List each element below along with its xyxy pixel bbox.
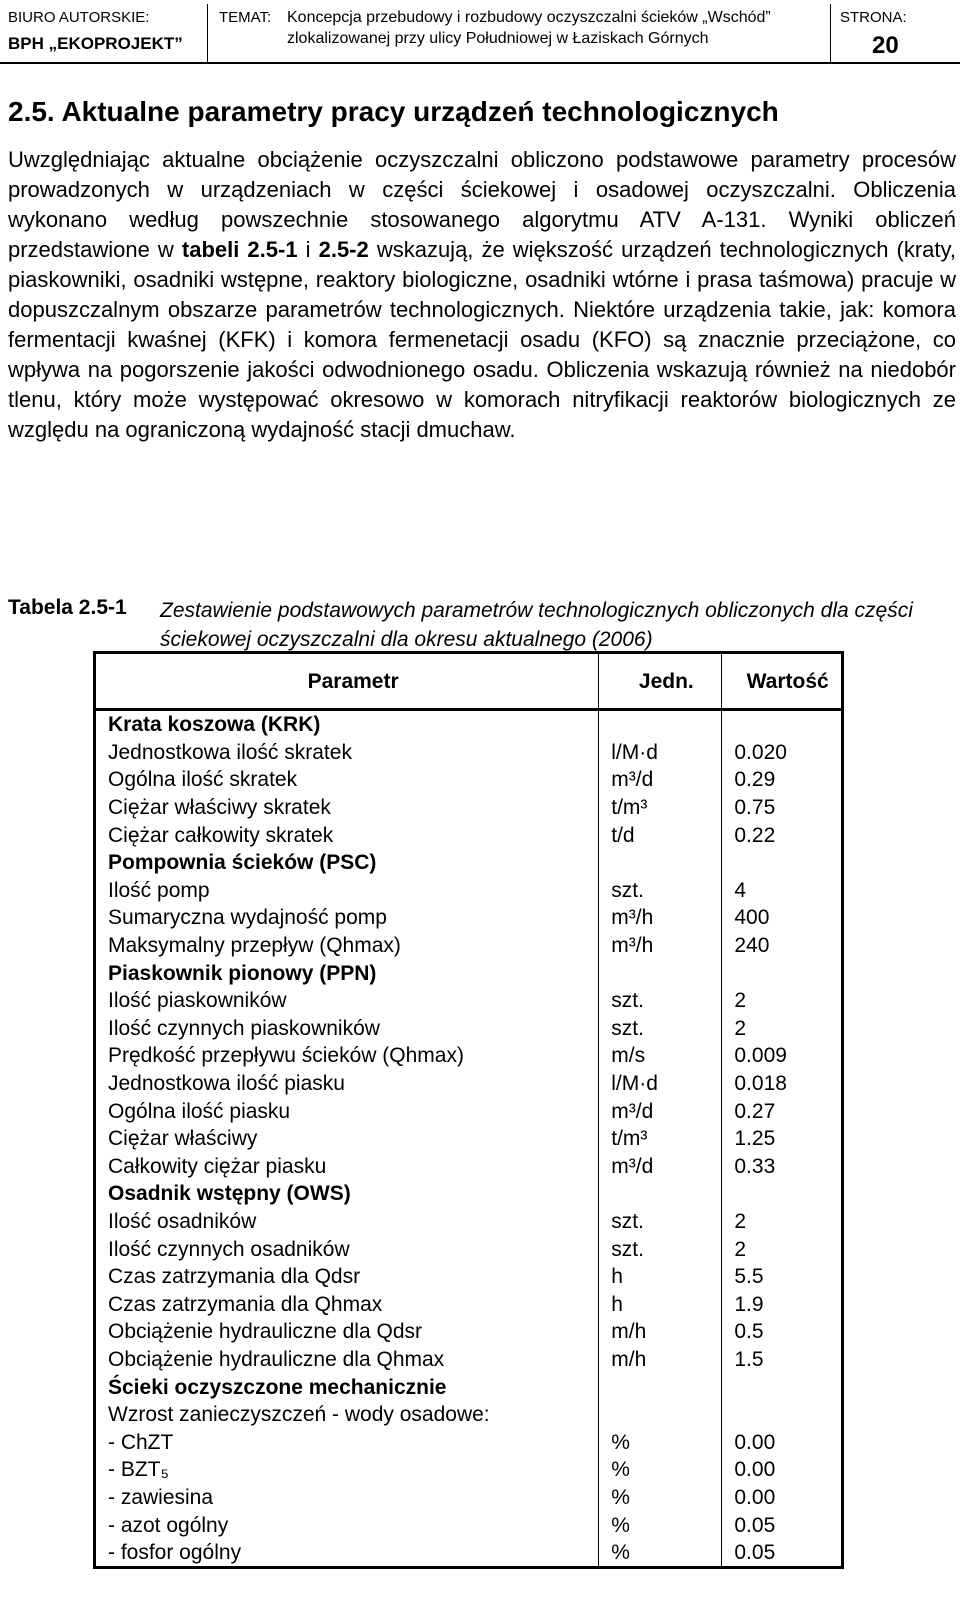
value-cell: 2	[722, 1015, 843, 1043]
unit-cell: szt.	[599, 877, 722, 905]
empty-cell	[722, 710, 843, 739]
value-cell: 0.05	[722, 1539, 843, 1568]
group-title: Krata koszowa (KRK)	[108, 713, 321, 737]
table-row	[95, 1428, 843, 1456]
value-cell: 0.05	[722, 1511, 843, 1539]
empty-cell	[599, 849, 722, 877]
header-divider	[830, 4, 831, 62]
empty-cell	[722, 1180, 843, 1208]
param-cell: Obciążenie hydrauliczne dla Qdsr	[108, 1320, 422, 1344]
header-divider	[207, 4, 208, 62]
value-cell: 5.5	[722, 1263, 843, 1291]
value-cell: 0.00	[722, 1456, 843, 1484]
unit-cell: l/M·d	[599, 739, 722, 767]
unit-cell: h	[599, 1290, 722, 1318]
unit-cell: %	[599, 1456, 722, 1484]
page-number: 20	[872, 32, 899, 59]
paragraph-text: Uwzględniając aktualne obciążenie oczyszczalni obliczono podstawowe parametry procesów prowadzonych w urządzeniach w części ściekowej i osadowej oczyszczalni. Obliczenia wykonano według powszechnie stosowanego algorytmu ATV A-131. Wyniki obliczeń przedstawione w	[8, 147, 956, 262]
table-group-row	[95, 1180, 843, 1208]
column-header-jedn: Jedn.	[599, 653, 722, 710]
unit-cell: t/m³	[599, 794, 722, 822]
unit-cell: szt.	[599, 1208, 722, 1236]
group-title: Ścieki oczyszczone mechanicznie	[108, 1375, 447, 1399]
value-cell: 400	[722, 904, 843, 932]
param-cell: Wzrost zanieczyszczeń - wody osadowe:	[108, 1403, 490, 1427]
param-cell: - azot ogólny	[108, 1513, 229, 1537]
param-cell: Ciężar właściwy	[108, 1127, 258, 1151]
unit-cell: m/s	[599, 1042, 722, 1070]
unit-cell: %	[599, 1539, 722, 1568]
table-row	[95, 794, 843, 822]
unit-cell: szt.	[599, 987, 722, 1015]
parameters-table	[93, 651, 844, 1569]
table-reference: 2.5-2	[318, 237, 369, 262]
table-row	[95, 1539, 843, 1568]
section-title: 2.5. Aktualne parametry pracy urządzeń technologicznych	[8, 96, 779, 127]
group-title: Osadnik wstępny (OWS)	[108, 1182, 351, 1206]
value-cell: 0.018	[722, 1070, 843, 1098]
table-header-row	[95, 653, 843, 710]
empty-cell	[599, 710, 722, 739]
value-cell: 1.5	[722, 1346, 843, 1374]
value-cell: 0.33	[722, 1153, 843, 1181]
unit-cell	[599, 1401, 722, 1429]
table-row	[95, 739, 843, 767]
param-cell: Maksymalny przepływ (Qhmax)	[108, 934, 401, 958]
value-cell: 1.25	[722, 1125, 843, 1153]
unit-cell: t/m³	[599, 1125, 722, 1153]
biuro-value: BPH „EKOPROJEKT”	[8, 34, 183, 53]
unit-cell: szt.	[599, 1015, 722, 1043]
empty-cell	[722, 1373, 843, 1401]
value-cell: 1.9	[722, 1290, 843, 1318]
value-cell: 0.22	[722, 821, 843, 849]
param-cell: Ilość pomp	[108, 878, 210, 902]
table-row	[95, 904, 843, 932]
table-row	[95, 766, 843, 794]
unit-cell: %	[599, 1428, 722, 1456]
page-header	[0, 0, 960, 66]
unit-cell: m³/h	[599, 904, 722, 932]
temat-label: TEMAT:	[219, 9, 272, 26]
value-cell: 4	[722, 877, 843, 905]
value-cell: 0.00	[722, 1428, 843, 1456]
unit-cell: m³/d	[599, 1153, 722, 1181]
param-cell: Ciężar właściwy skratek	[108, 796, 331, 820]
table-group-row	[95, 959, 843, 987]
temat-line1: Koncepcja przebudowy i rozbudowy oczyszczalni ścieków „Wschód”	[287, 9, 771, 26]
value-cell	[722, 1401, 843, 1429]
biuro-label: BIURO AUTORSKIE:	[8, 9, 150, 26]
table-row	[95, 1511, 843, 1539]
unit-cell: %	[599, 1484, 722, 1512]
value-cell: 0.020	[722, 739, 843, 767]
table-row	[95, 1318, 843, 1346]
table-row	[95, 1125, 843, 1153]
column-header-parametr: Parametr	[95, 653, 599, 710]
param-cell: Ilość piaskowników	[108, 989, 287, 1013]
param-cell: Ogólna ilość skratek	[108, 768, 298, 792]
temat-line2: zlokalizowanej przy ulicy Południowej w Łaziskach Górnych	[287, 30, 709, 47]
unit-cell: m³/d	[599, 766, 722, 794]
value-cell: 0.5	[722, 1318, 843, 1346]
param-cell: Czas zatrzymania dla Qhmax	[108, 1292, 383, 1316]
value-cell: 2	[722, 987, 843, 1015]
value-cell: 2	[722, 1235, 843, 1263]
table-group-row	[95, 849, 843, 877]
table-row	[95, 1042, 843, 1070]
group-title: Pompownia ścieków (PSC)	[108, 851, 377, 875]
param-cell: Jednostkowa ilość piasku	[108, 1072, 345, 1096]
unit-cell: l/M·d	[599, 1070, 722, 1098]
unit-cell: m³/h	[599, 932, 722, 960]
empty-cell	[599, 1180, 722, 1208]
value-cell: 240	[722, 932, 843, 960]
table-caption-text: Zestawienie podstawowych parametrów technologicznych obliczonych dla części ściekowej oczyszczalni dla okresu aktualnego (2006)	[160, 599, 913, 651]
column-header-wartosc: Wartość	[722, 653, 843, 710]
header-rule	[0, 62, 960, 64]
table-row	[95, 1208, 843, 1236]
table-row	[95, 1235, 843, 1263]
paragraph-text: i	[297, 237, 319, 262]
unit-cell: m/h	[599, 1346, 722, 1374]
table-row	[95, 1015, 843, 1043]
strona-label: STRONA:	[840, 9, 907, 26]
table-group-row	[95, 710, 843, 739]
table-row	[95, 932, 843, 960]
param-cell: Ogólna ilość piasku	[108, 1099, 291, 1123]
table-row	[95, 1263, 843, 1291]
unit-cell: m³/d	[599, 1097, 722, 1125]
group-title: Piaskownik pionowy (PPN)	[108, 961, 377, 985]
value-cell: 0.00	[722, 1484, 843, 1512]
table-reference: tabeli 2.5-1	[181, 237, 298, 262]
param-cell: - zawiesina	[108, 1485, 214, 1509]
table-row	[95, 1346, 843, 1374]
table-group-row	[95, 1373, 843, 1401]
param-cell: - fosfor ogólny	[108, 1541, 242, 1565]
param-cell: - ChZT	[108, 1430, 174, 1454]
table-row	[95, 1153, 843, 1181]
empty-cell	[599, 959, 722, 987]
param-cell: Ciężar całkowity skratek	[108, 823, 334, 847]
param-cell: Obciążenie hydrauliczne dla Qhmax	[108, 1347, 445, 1371]
section-paragraph	[8, 145, 956, 445]
unit-cell: %	[599, 1511, 722, 1539]
param-cell: Ilość osadników	[108, 1209, 257, 1233]
param-cell: Prędkość przepływu ścieków (Qhmax)	[108, 1044, 464, 1068]
empty-cell	[722, 959, 843, 987]
paragraph-text: wskazują, że większość urządzeń technologicznych (kraty, piaskowniki, osadniki wstępne, reaktory biologiczne, osadniki wtórne i prasa taśmowa) pracuje w dopuszczalnym obszarze parametrów technologicznych. Niektóre urządzenia takie, jak: komora fermentacji kwaśnej (KFK) i komora fermenetacji osadu (KFO) są znacznie przeciążone, co wpływa na pogorszenie jakości odwodnionego osadu. Obliczenia wskazują również na niedobór tlenu, który może występować okresowo w komorach nitryfikacji reaktorów biologicznych ze względu na ograniczoną wydajność stacji dmuchaw.	[8, 237, 956, 442]
table-row	[95, 877, 843, 905]
param-cell: Sumaryczna wydajność pomp	[108, 906, 387, 930]
table-body	[95, 710, 843, 1568]
table-caption-label: Tabela 2.5-1	[8, 596, 127, 619]
param-cell: Ilość czynnych piaskowników	[108, 1016, 380, 1040]
table-row	[95, 1456, 843, 1484]
value-cell: 0.75	[722, 794, 843, 822]
table-row	[95, 1097, 843, 1125]
unit-cell: m/h	[599, 1318, 722, 1346]
value-cell: 2	[722, 1208, 843, 1236]
table-row	[95, 1484, 843, 1512]
table-row	[95, 987, 843, 1015]
table-row	[95, 1070, 843, 1098]
value-cell: 0.29	[722, 766, 843, 794]
param-cell: Ilość czynnych osadników	[108, 1237, 350, 1261]
unit-cell: h	[599, 1263, 722, 1291]
param-cell: Czas zatrzymania dla Qdsr	[108, 1265, 361, 1289]
table-row	[95, 821, 843, 849]
unit-cell: szt.	[599, 1235, 722, 1263]
empty-cell	[722, 849, 843, 877]
table-row	[95, 1401, 843, 1429]
empty-cell	[599, 1373, 722, 1401]
table-row	[95, 1290, 843, 1318]
unit-cell: t/d	[599, 821, 722, 849]
value-cell: 0.27	[722, 1097, 843, 1125]
param-cell: Całkowity ciężar piasku	[108, 1154, 327, 1178]
param-cell: Jednostkowa ilość skratek	[108, 740, 352, 764]
param-cell: - BZT₅	[108, 1458, 169, 1482]
value-cell: 0.009	[722, 1042, 843, 1070]
